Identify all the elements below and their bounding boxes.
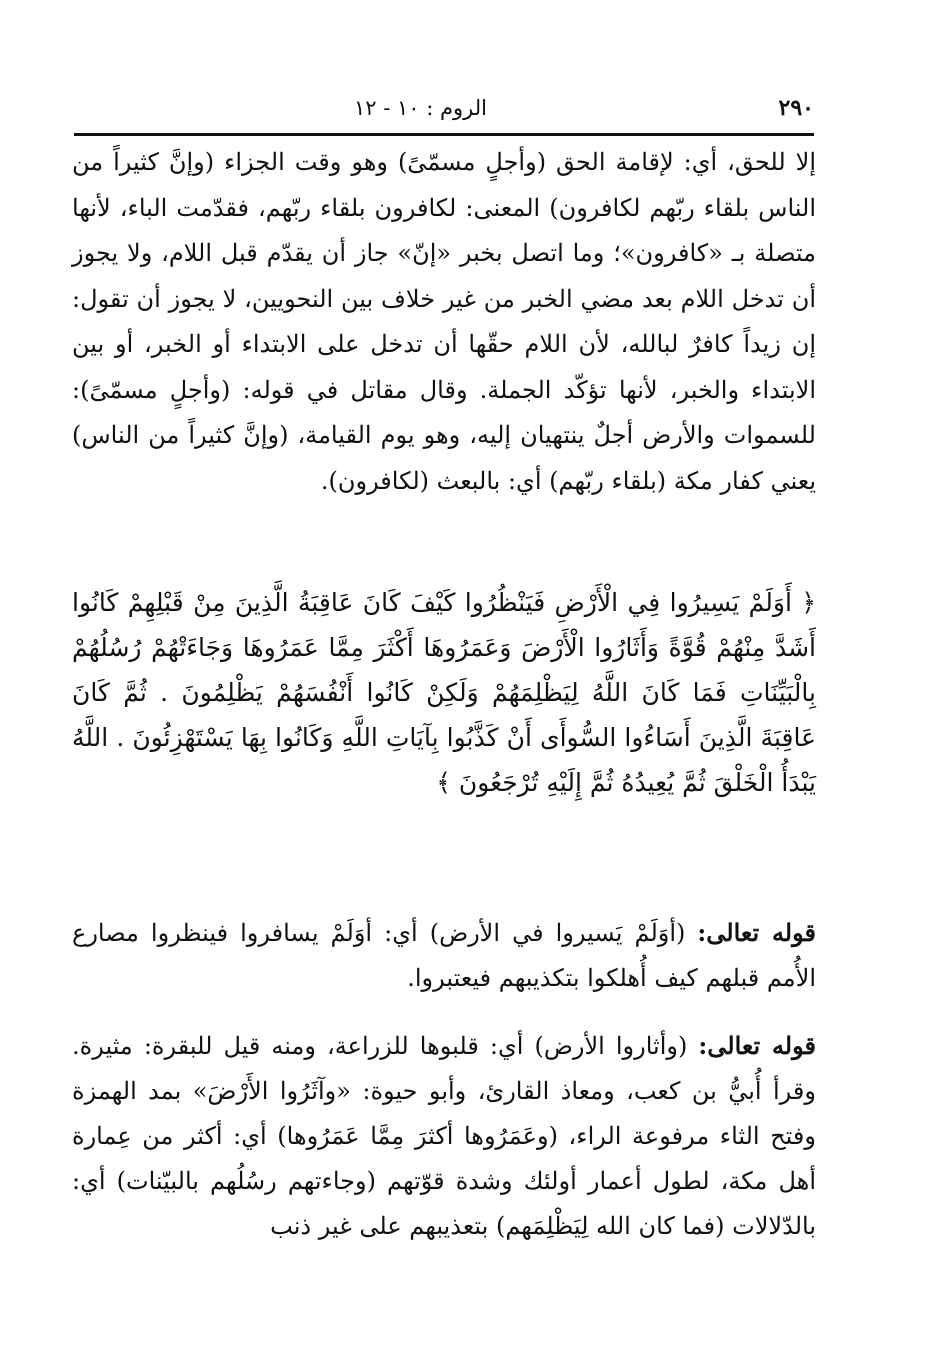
page-number: ٢٩٠: [778, 95, 814, 121]
header-rule: [74, 133, 814, 136]
running-title: الروم : ١٠ - ١٢: [354, 96, 487, 120]
commentary-lead: قوله تعالى:: [698, 1031, 816, 1060]
page-header: [74, 88, 814, 128]
commentary-text: (أوَلَمْ يَسيروا في الأرض) أي: أوَلَمْ يسافروا فينظروا مصارع الأُمم قبلهم كيف أُهلكوا بتكذيبهم فيعتبروا.: [72, 919, 816, 992]
commentary-text: (وأثاروا الأرض) أي: قلبوها للزراعة، ومنه قيل للبقرة: مثيرة. وقرأ أُبيُّ بن كعب، ومعاذ القارئ، وأبو حيوة: «وآثَرُوا الأَرْضَ» بمد الهمزة وفتح الثاء مرفوعة الراء، (وعَمَرُوها أكثرَ مِمَّا عَمَرُوها) أي: أكثر من عِمارة أهل مكة، لطول أعمار أولئك وشدة قوّتهم (وجاءتهم رسُلُهم بالبيّنات) أي: بالدّلالات (فما كان الله لِيَظْلِمَهم) بتعذيبهم على غير ذنب: [72, 1032, 816, 1240]
commentary-lead: قوله تعالى:: [697, 918, 816, 947]
commentary-paragraph-atharu: [72, 1023, 816, 1249]
commentary-paragraph-yasiru: [72, 910, 816, 1001]
quran-verse-block: ﴿ أَوَلَمْ يَسِيرُوا فِي الْأَرْضِ فَيَنْظُرُوا كَيْفَ كَانَ عَاقِبَةُ الَّذِينَ مِنْ قَبْلِهِمْ كَانُوا أَشَدَّ مِنْهُمْ قُوَّةً وَأَثَارُوا الْأَرْضَ وَعَمَرُوهَا أَكْثَرَ مِمَّا عَمَرُوهَا وَجَاءَتْهُمْ رُسُلُهُمْ بِالْبَيِّنَاتِ فَمَا كَانَ اللَّهُ لِيَظْلِمَهُمْ وَلَكِنْ كَانُوا أَنْفُسَهُمْ يَظْلِمُونَ . ثُمَّ كَانَ عَاقِبَةَ الَّذِينَ أَسَاءُوا السُّوأَى أَنْ كَذَّبُوا بِآيَاتِ اللَّهِ وَكَانُوا بِهَا يَسْتَهْزِئُونَ . اللَّهُ يَبْدَأُ الْخَلْقَ ثُمَّ يُعِيدُهُ ثُمَّ إِلَيْهِ تُرْجَعُونَ ﴾: [72, 588, 816, 797]
commentary-paragraph-intro: إلا للحق، أي: لإقامة الحق (وأجلٍ مسمّىً) وهو وقت الجزاء (وإنَّ كثيراً من الناس بلقاء ربّهم لكافرون) المعنى: لكافرون بلقاء ربّهم، فقدّمت الباء، لأنها متصلة بـ «كافرون»؛ وما اتصل بخبر «إنّ» جاز أن يقدّم قبل اللام، ولا يجوز أن تدخل اللام بعد مضي الخبر من غير خلاف بين النحويين، لا يجوز أن تقول: إن زيداً كافرٌ لبالله، لأن اللام حقّها أن تدخل على الابتداء أو الخبر، أو بين الابتداء والخبر، لأنها تؤكّد الجملة. وقال مقاتل في قوله: (وأجلٍ مسمّىً): للسموات والأرض أجلٌ ينتهيان إليه، وهو يوم القيامة، (وإنَّ كثيراً من الناس) يعني كفار مكة (بلقاء ربّهم) أي: بالبعث (لكافرون).: [72, 148, 817, 495]
